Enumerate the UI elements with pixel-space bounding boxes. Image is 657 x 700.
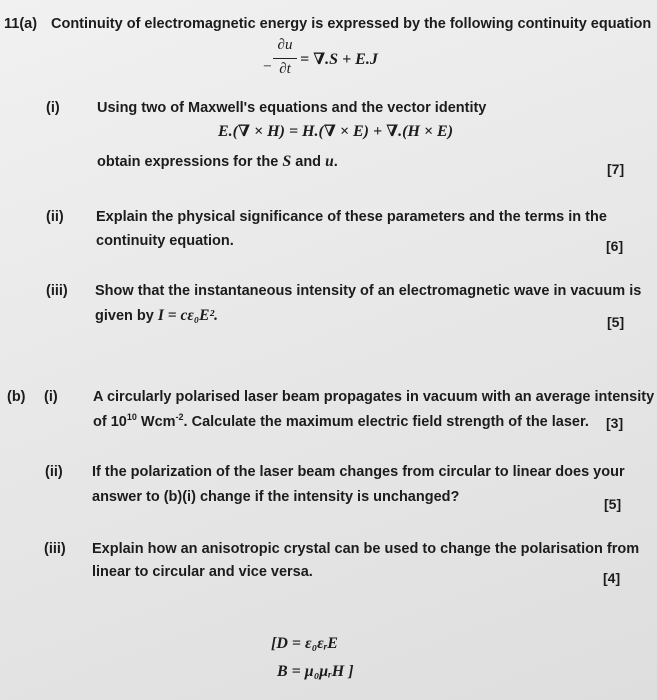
subq-a-ii-line2: continuity equation. — [96, 233, 234, 249]
mark-a-ii: [6] — [606, 238, 624, 254]
subq-b-iii-line2: linear to circular and vice versa. — [92, 564, 313, 580]
subq-a-iii-line2: given by I = cε₀E². — [95, 307, 218, 324]
subq-label-b-iii: (iii) — [44, 541, 66, 557]
subq-a-i-line2: obtain expressions for the S and u. — [97, 153, 338, 170]
subq-a-ii-line1: Explain the physical significance of these parameters and the terms in the — [96, 209, 607, 225]
eq-fraction-bar — [273, 58, 297, 59]
subq-label-b-ii: (ii) — [45, 464, 63, 480]
subq-b-ii-line1: If the polarization of the laser beam changes from circular to linear does your — [92, 464, 625, 480]
hint-equation-b: B = μ₀μᵣH ] — [277, 663, 354, 680]
part-b-label: (b) — [7, 389, 26, 405]
eq-numerator: ∂u — [277, 37, 293, 53]
question-number: 11(a) — [4, 16, 38, 32]
vector-identity: E.(∇ × H) = H.(∇ × E) + ∇.(H × E) — [218, 123, 454, 140]
subq-b-i-line1: A circularly polarised laser beam propagates in vacuum with an average intensity — [93, 389, 655, 405]
subq-b-ii-line2: answer to (b)(i) change if the intensity is unchanged? — [92, 489, 460, 505]
mark-b-i: [3] — [606, 415, 624, 431]
subq-label-a-ii: (ii) — [46, 209, 64, 225]
eq-denominator: ∂t — [279, 61, 291, 77]
subq-label-a-iii: (iii) — [46, 283, 68, 299]
eq-minus: − — [262, 58, 273, 75]
subq-a-iii-line1: Show that the instantaneous intensity of an electromagnetic wave in vacuum is — [95, 283, 642, 299]
question-intro: Continuity of electromagnetic energy is expressed by the following continuity equation — [51, 16, 652, 32]
subq-a-i-line1: Using two of Maxwell's equations and the vector identity — [97, 100, 487, 116]
mark-b-iii: [4] — [603, 570, 621, 586]
subq-label-b-i: (i) — [44, 389, 58, 405]
mark-b-ii: [5] — [604, 496, 622, 512]
subq-label-a-i: (i) — [46, 100, 60, 116]
subq-b-i-line2: of $10^{10}$ Wcm$^{-2}$. Calculate the maximum electric field strength of the laser. — [93, 412, 589, 430]
mark-a-iii: [5] — [607, 314, 625, 330]
hint-equation-d: [D = ε₀εᵣE — [271, 635, 338, 652]
subq-b-iii-line1: Explain how an anisotropic crystal can be used to change the polarisation from — [92, 541, 640, 557]
eq-rhs: = ∇.S + E.J — [300, 51, 378, 68]
mark-a-i: [7] — [607, 161, 625, 177]
